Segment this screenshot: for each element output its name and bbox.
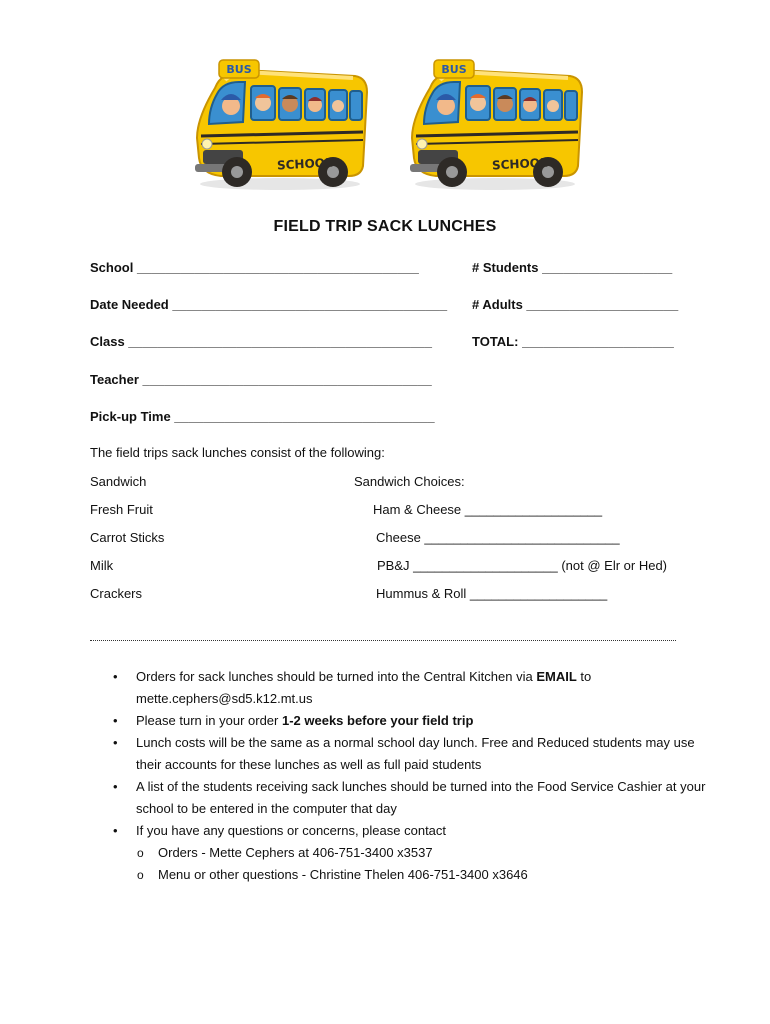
instruction-item: • Lunch costs will be the same as a normal school day lunch. Free and Reduced students may use their accounts for these lunches as well as full paid students [110, 732, 710, 776]
instruction-item: • If you have any questions or concerns, please contact o Orders - Mette Cephers at 406-751-3400 x3537 o Menu or other questions - Christine Thelen 406-751-3400 x3646 [110, 820, 710, 886]
instructions-list [110, 666, 710, 886]
menu-item: Carrot Sticks [90, 530, 165, 545]
school-field: School _______________________________________ [90, 260, 419, 275]
sandwich-choice: Cheese ___________________________ [376, 530, 620, 545]
instruction-item: • A list of the students receiving sack lunches should be turned into the Food Service Cashier at your school to be entered in the computer that day [110, 776, 710, 820]
sandwich-choices-heading: Sandwich Choices: [354, 474, 465, 489]
dotted-divider [90, 640, 676, 641]
total-field: TOTAL: _____________________ [472, 334, 674, 349]
svg-text:BUS: BUS [441, 63, 467, 76]
pickup-time-field: Pick-up Time ____________________________________ [90, 409, 435, 424]
menu-item: Sandwich [90, 474, 147, 489]
contact-item: o Menu or other questions - Christine Thelen 406-751-3400 x3646 [136, 864, 710, 886]
class-field: Class __________________________________________ [90, 334, 432, 349]
instruction-item: • Orders for sack lunches should be turned into the Central Kitchen via EMAIL to mette.cephers@sd5.k12.mt.us [110, 666, 710, 710]
school-bus-illustration-left [185, 58, 375, 198]
teacher-field: Teacher ________________________________________ [90, 372, 432, 387]
menu-item: Crackers [90, 586, 143, 601]
svg-text:SCHOOL: SCHOOL [491, 155, 548, 173]
date-needed-field: Date Needed ______________________________________ [90, 297, 448, 312]
students-field: # Students __________________ [472, 260, 673, 275]
contact-item: o Orders - Mette Cephers at 406-751-3400 x3537 [136, 842, 710, 864]
sandwich-choice: Hummus & Roll ___________________ [376, 586, 608, 601]
sandwich-choice: Ham & Cheese ___________________ [373, 502, 603, 517]
page-title: FIELD TRIP SACK LUNCHES [273, 218, 497, 235]
sandwich-choice: PB&J ____________________ (not @ Elr or Hed) [377, 558, 668, 573]
school-bus-illustration-right [400, 58, 590, 198]
menu-item: Fresh Fruit [90, 502, 153, 517]
menu-item: Milk [90, 558, 114, 573]
svg-text:BUS: BUS [226, 63, 252, 76]
instruction-item: • Please turn in your order 1-2 weeks before your field trip [110, 710, 710, 732]
svg-text:SCHOOL: SCHOOL [276, 155, 333, 173]
adults-field: # Adults _____________________ [472, 297, 679, 312]
menu-intro: The field trips sack lunches consist of the following: [90, 445, 385, 460]
